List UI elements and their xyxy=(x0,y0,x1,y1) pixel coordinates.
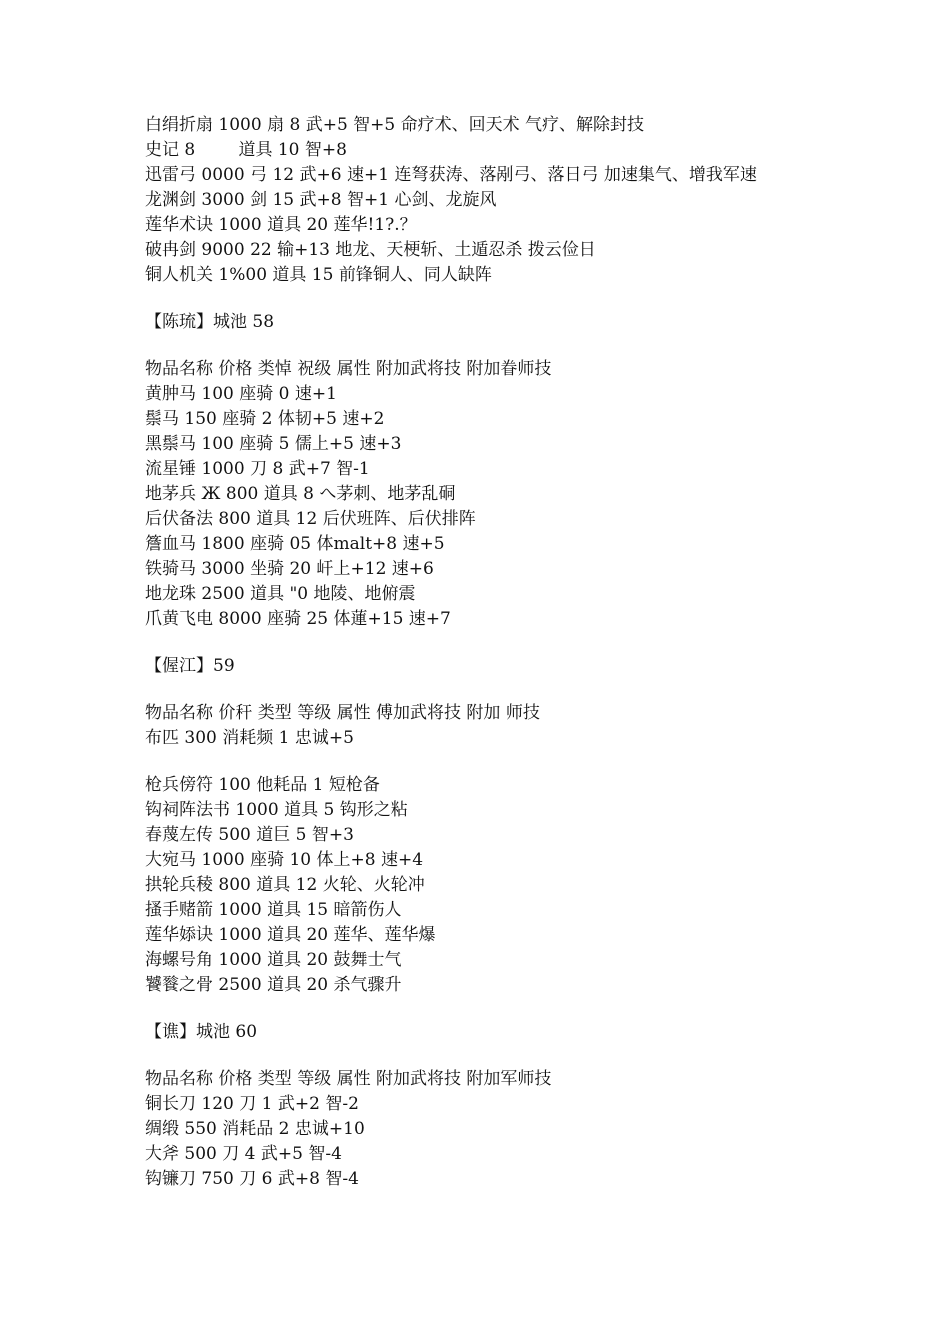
spacer xyxy=(145,335,815,357)
item-line: 大斧 500 刀 4 武+5 智-4 xyxy=(145,1144,342,1164)
item-line: 铁骑马 3000 坐骑 20 屽上+12 速+6 xyxy=(145,559,434,579)
spacer xyxy=(145,751,815,773)
table-header-row: 物品名称 价格 类悼 祝级 属性 附加武将技 附加眷师技 xyxy=(145,359,552,379)
spacer xyxy=(145,679,815,701)
spacer xyxy=(145,288,815,310)
table-header-row: 物品名称 价秆 类型 等级 属性 傅加武将技 附加 师技 xyxy=(145,703,540,723)
document-page xyxy=(145,113,815,1192)
item-line: 枪兵傍符 100 他耗品 1 短枪备 xyxy=(145,775,380,795)
item-line: 搔手赌箭 1000 道具 15 暗箭伤人 xyxy=(145,900,402,920)
item-line: 春蔑左传 500 道巨 5 智+3 xyxy=(145,825,354,845)
item-line: 海螺号角 1000 道具 20 鼓舞士气 xyxy=(145,950,402,970)
item-line: 铜人机关 1%00 道具 15 前锋铜人、同人缺阵 xyxy=(145,265,492,285)
item-line: 拱轮兵稜 800 道具 12 火轮、火轮冲 xyxy=(145,875,425,895)
section-heading: 【谯】城池 60 xyxy=(145,1022,258,1042)
item-line: 流星锤 1000 刀 8 武+7 智-1 xyxy=(145,459,370,479)
item-line: 钩镰刀 750 刀 6 武+8 智-4 xyxy=(145,1169,359,1189)
item-line: 迅雷弓 0000 弓 12 武+6 速+1 连弩获涛、落剐弓、落日弓 加速集气、增我军速 xyxy=(145,165,757,185)
spacer xyxy=(145,632,815,654)
item-line: 地茅兵 Ж 800 道具 8 へ茅刺、地茅乱硐 xyxy=(145,484,456,504)
item-line: 破冉剑 9000 22 输+13 地龙、天梗斩、土遁忍杀 拨云俭日 xyxy=(145,240,596,260)
section-heading: 【陈琉】城池 58 xyxy=(145,312,275,332)
item-line: 簷血马 1800 座骑 05 体malt+8 速+5 xyxy=(145,534,445,554)
item-line: 铜长刀 120 刀 1 武+2 智-2 xyxy=(145,1094,359,1114)
item-line: 爪黄飞电 8000 座骑 25 体蓮+15 速+7 xyxy=(145,609,451,629)
item-line: 饕餮之骨 2500 道具 20 杀气骤升 xyxy=(145,975,402,995)
item-line: 白绢折扇 1000 扇 8 武+5 智+5 命疗术、回天术 气疗、解除封技 xyxy=(145,115,645,135)
item-line: 史记 8 道具 10 智+8 xyxy=(145,140,347,160)
table-header-row: 物品名称 价格 类型 等级 属性 附加武将技 附加军师技 xyxy=(145,1069,552,1089)
item-line: 钩祠阵法书 1000 道具 5 钩形之粘 xyxy=(145,800,408,820)
item-line: 布匹 300 消耗频 1 忠诚+5 xyxy=(145,728,354,748)
item-line: 龙渊剑 3000 剑 15 武+8 智+1 心剑、龙旋风 xyxy=(145,190,497,210)
spacer xyxy=(145,998,815,1020)
item-line: 鬃马 150 座骑 2 体韧+5 速+2 xyxy=(145,409,385,429)
item-line: 黑鬃马 100 座骑 5 儒上+5 速+3 xyxy=(145,434,402,454)
item-line: 大宛马 1000 座骑 10 体上+8 速+4 xyxy=(145,850,424,870)
item-line: 地龙珠 2500 道具 "0 地陵、地俯震 xyxy=(145,584,416,604)
item-line: 绸缎 550 消耗品 2 忠诚+10 xyxy=(145,1119,365,1139)
spacer xyxy=(145,1045,815,1067)
section-heading: 【偓江】59 xyxy=(145,656,235,676)
item-line: 黄肿马 100 座骑 0 速+1 xyxy=(145,384,337,404)
item-line: 莲华婖诀 1000 道具 20 莲华、莲华爆 xyxy=(145,925,436,945)
item-line: 莲华术诀 1000 道具 20 莲华!1?.？ xyxy=(145,215,417,235)
item-line: 后伏备法 800 道具 12 后伏班阵、后伏排阵 xyxy=(145,509,476,529)
